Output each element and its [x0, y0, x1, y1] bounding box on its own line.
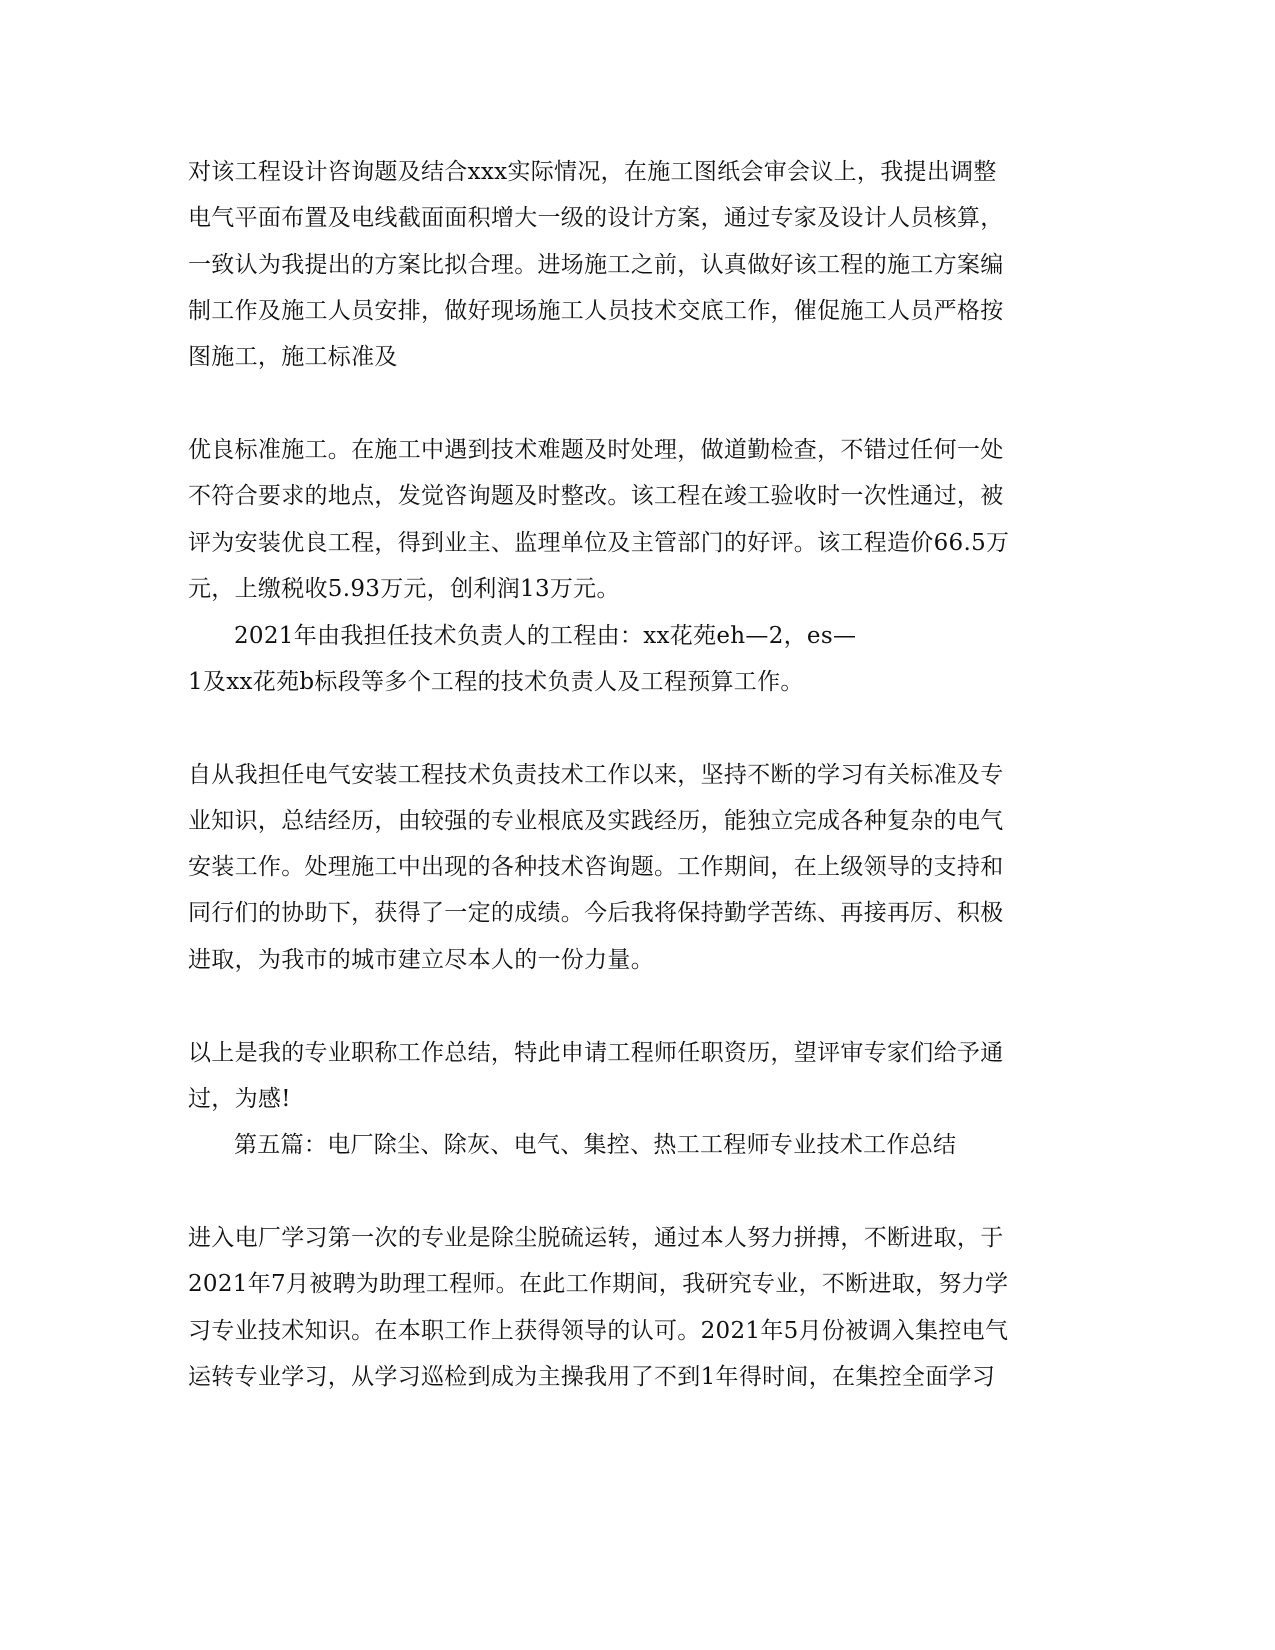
text-line: 图施工，施工标准及	[188, 344, 398, 370]
text-line: 2021年7月被聘为助理工程师。在此工作期间，我研究专业，不断进取，努力学	[188, 1271, 1009, 1297]
text-line: 同行们的协助下，获得了一定的成绩。今后我将保持勤学苦练、再接再厉、积极	[188, 900, 1004, 926]
text-line: 一致认为我提出的方案比拟合理。进场施工之前，认真做好该工程的施工方案编	[188, 252, 1004, 278]
text-line: 电气平面布置及电线截面面积增大一级的设计方案，通过专家及设计人员核算，	[188, 205, 1004, 231]
text-line: 对该工程设计咨询题及结合xxx实际情况，在施工图纸会审会议上，我提出调整	[188, 159, 997, 185]
text-line: 以上是我的专业职称工作总结，特此申请工程师任职资历，望评审专家们给予通	[188, 1040, 1004, 1066]
text-line: 优良标准施工。在施工中遇到技术难题及时处理，做道勤检查，不错过任何一处	[188, 437, 1004, 463]
text-line: 自从我担任电气安装工程技术负责技术工作以来，坚持不断的学习有关标准及专	[188, 762, 1004, 788]
text-line: 习专业技术知识。在本职工作上获得领导的认可。2021年5月份被调入集控电气	[188, 1318, 1009, 1344]
text-line: 业知识，总结经历，由较强的专业根底及实践经历，能独立完成各种复杂的电气	[188, 808, 1004, 834]
section-heading: 第五篇：电厂除尘、除灰、电气、集控、热工工程师专业技术工作总结	[234, 1132, 957, 1158]
text-line: 进取，为我市的城市建立尽本人的一份力量。	[188, 947, 654, 973]
text-line: 进入电厂学习第一次的专业是除尘脱硫运转，通过本人努力拼搏，不断进取，于	[188, 1225, 1004, 1251]
text-line: 2021年由我担任技术负责人的工程由：xx花苑eh—2，es—	[234, 623, 857, 649]
text-line: 运转专业学习，从学习巡检到成为主操我用了不到1年得时间，在集控全面学习	[188, 1364, 996, 1390]
text-line: 评为安装优良工程，得到业主、监理单位及主管部门的好评。该工程造价66.5万	[188, 530, 1010, 556]
text-line: 元，上缴税收5.93万元，创利润13万元。	[188, 576, 620, 602]
text-line: 安装工作。处理施工中出现的各种技术咨询题。工作期间，在上级领导的支持和	[188, 854, 1004, 880]
text-line: 不符合要求的地点，发觉咨询题及时整改。该工程在竣工验收时一次性通过，被	[188, 483, 1004, 509]
text-line: 1及xx花苑b标段等多个工程的技术负责人及工程预算工作。	[188, 669, 804, 695]
text-line: 制工作及施工人员安排，做好现场施工人员技术交底工作，催促施工人员严格按	[188, 298, 1004, 324]
text-line: 过，为感!	[188, 1086, 291, 1112]
